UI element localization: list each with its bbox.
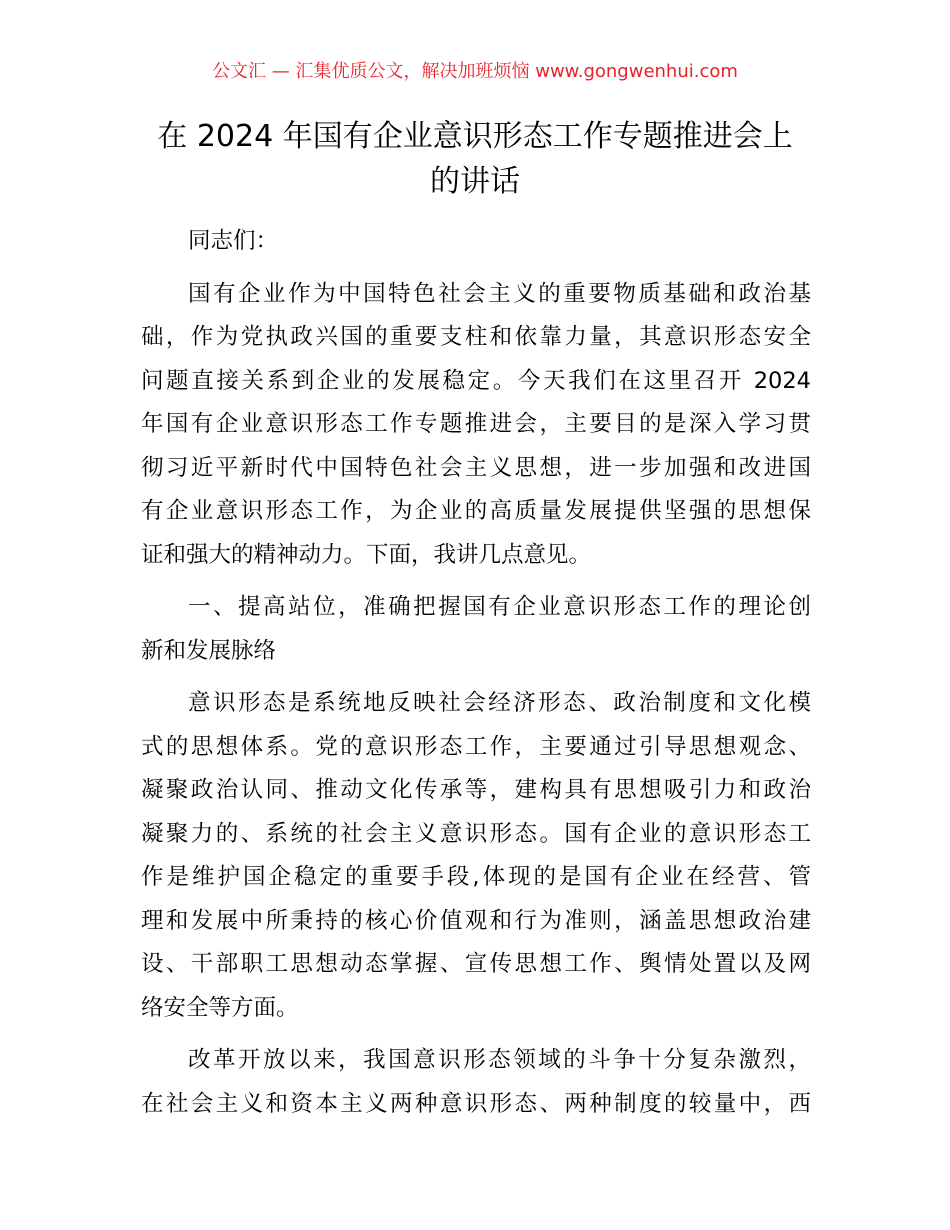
text-line: 式的思想体系。党的意识形态工作，主要通过引导思想观念、: [141, 733, 811, 760]
text-line: 设、干部职工思想动态掌握、宣传思想工作、舆情处置以及网: [141, 951, 811, 977]
salutation: [141, 220, 811, 264]
text-line: 在社会主义和资本主义两种意识形态、两种制度的较量中，西: [141, 1090, 811, 1117]
paragraph: [141, 1039, 811, 1126]
document-title: [130, 114, 820, 204]
text-line: 证和强大的精神动力。下面，我讲几点意见。: [141, 541, 592, 568]
paragraph: [141, 682, 811, 1030]
document-body: [141, 220, 811, 1135]
text-line: 国有企业作为中国特色社会主义的重要物质基础和政治基: [188, 280, 811, 307]
text-line: 凝聚政治认同、推动文化传承等，建构具有思想吸引力和政治: [141, 777, 811, 803]
watermark-header: 公文汇 — 汇集优质公文，解决加班烦恼 www.gongwenhui.com: [212, 61, 738, 82]
text-line: 问题直接关系到企业的发展稳定。今天我们在这里召开 2024: [141, 367, 811, 394]
text-line: 一、提高站位，准确把握国有企业意识形态工作的理论创: [188, 594, 811, 620]
text-line: 础，作为党执政兴国的重要支柱和依靠力量，其意识形态安全: [141, 324, 811, 350]
text-line: 理和发展中所秉持的核心价值观和行为准则，涵盖思想政治建: [141, 907, 811, 934]
paragraph: [141, 273, 811, 578]
text-line: 凝聚力的、系统的社会主义意识形态。国有企业的意识形态工: [141, 820, 811, 847]
text-line: 作是维护国企稳定的重要手段,体现的是国有企业在经营、管: [141, 864, 811, 890]
text-line: 意识形态是系统地反映社会经济形态、政治制度和文化模: [188, 690, 811, 716]
paragraph: [141, 586, 811, 673]
text-line: 络安全等方面。: [141, 994, 299, 1021]
text-line: 新和发展脉络: [141, 637, 277, 664]
text-line: 改革开放以来，我国意识形态领域的斗争十分复杂激烈，: [188, 1047, 811, 1073]
title-line: 在 2024 年国有企业意识形态工作专题推进会上: [157, 119, 793, 154]
text-line: 有企业意识形态工作，为企业的高质量发展提供坚强的思想保: [141, 498, 811, 524]
text-line: 同志们：: [188, 228, 279, 254]
text-line: 彻习近平新时代中国特色社会主义思想，进一步加强和改进国: [141, 454, 811, 481]
text-line: 年国有企业意识形态工作专题推进会，主要目的是深入学习贯: [141, 411, 811, 437]
title-line: 的讲话: [430, 164, 520, 199]
